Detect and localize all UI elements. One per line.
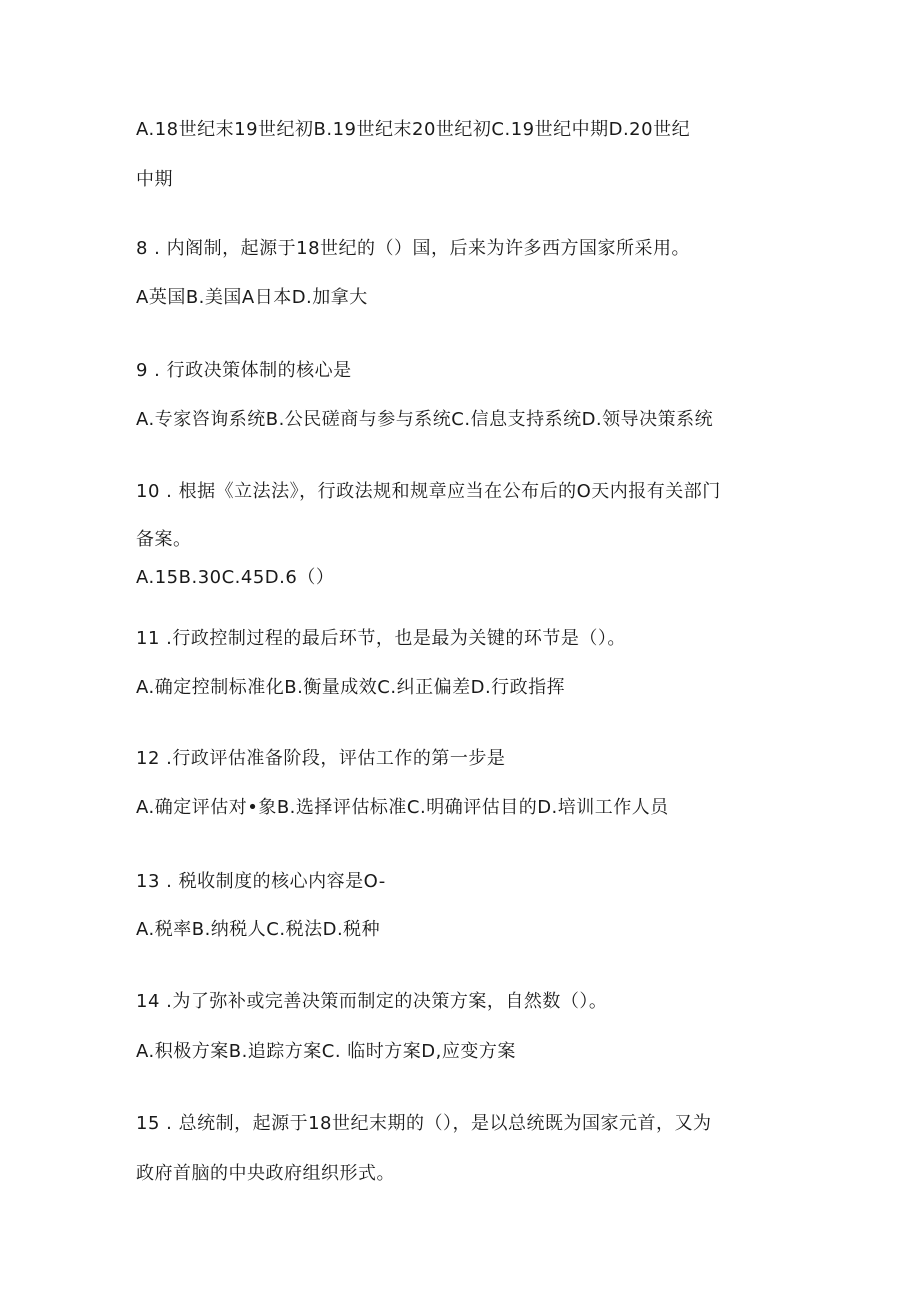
- q11-question: 11 .行政控制过程的最后环节，也是最为关键的环节是（）。: [136, 628, 626, 649]
- q9-options: A.专家咨询系统B.公民磋商与参与系统C.信息支持系统D.领导决策系统: [136, 409, 714, 430]
- q8-question: 8 . 内阁制，起源于18世纪的（）国，后来为许多西方国家所采用。: [136, 238, 691, 259]
- q10-question: 10 . 根据《立法法》，行政法规和规章应当在公布后的O天内报有关部门: [136, 481, 721, 502]
- q15-question: 15 . 总统制，起源于18世纪末期的（），是以总统既为国家元首，又为: [136, 1113, 712, 1134]
- q10-options: A.15B.30C.45D.6（）: [136, 567, 335, 588]
- q7-options-continued: 中期: [136, 169, 173, 190]
- q13-options: A.税率B.纳税人C.税法D.税种: [136, 919, 381, 940]
- q13-question: 13 . 税收制度的核心内容是O-: [136, 871, 386, 892]
- q10-question-continued: 备案。: [136, 529, 192, 550]
- q14-question: 14 .为了弥补或完善决策而制定的决策方案，自然数（）。: [136, 991, 608, 1012]
- q12-options: A.确定评估对•象B.选择评估标准C.明确评估目的D.培训工作人员: [136, 797, 669, 818]
- q7-options: A.18世纪末19世纪初B.19世纪末20世纪初C.19世纪中期D.20世纪: [136, 119, 691, 140]
- q11-options: A.确定控制标准化B.衡量成效C.纠正偏差D.行政指挥: [136, 677, 566, 698]
- q8-options: A英国B.美国A日本D.加拿大: [136, 287, 368, 308]
- q12-question: 12 .行政评估准备阶段，评估工作的第一步是: [136, 748, 506, 769]
- q14-options: A.积极方案B.追踪方案C. 临时方案D,应变方案: [136, 1041, 516, 1062]
- q15-question-continued: 政府首脑的中央政府组织形式。: [136, 1163, 395, 1184]
- q9-question: 9 . 行政决策体制的核心是: [136, 360, 352, 381]
